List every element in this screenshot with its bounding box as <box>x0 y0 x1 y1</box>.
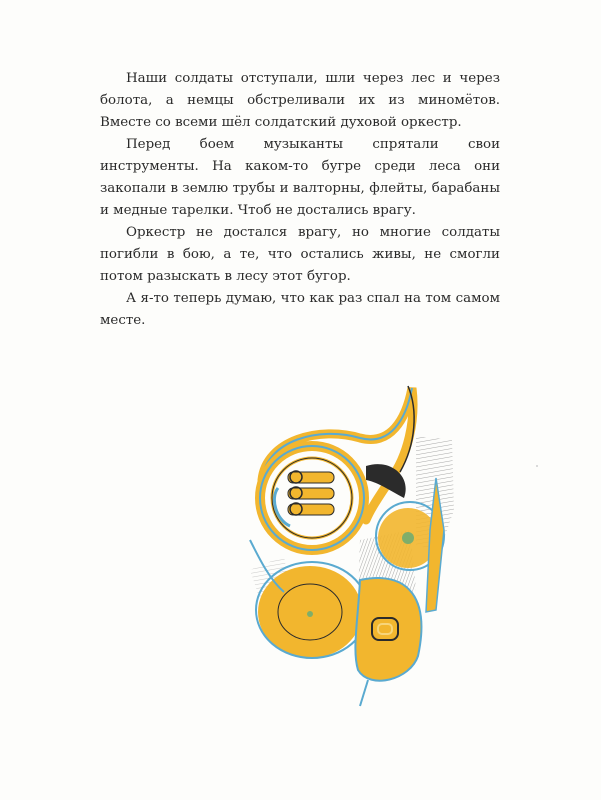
brass-instruments-illustration <box>240 380 480 720</box>
story-text <box>100 68 500 332</box>
tuba <box>355 578 421 706</box>
paragraph-3: Оркестр не достался врагу, но многие солдаты погибли в бою, а те, что остались живы, не смогли потом разыскать в лесу этот бугор. <box>100 225 500 284</box>
drum-disc <box>250 540 368 658</box>
valve-cluster <box>274 471 334 526</box>
paragraph-4: А я-то теперь думаю, что как раз спал на том самом месте. <box>100 291 500 328</box>
paragraph-2: Перед боем музыканты спрятали свои инструменты. На каком-то бугре среди леса они закопали в землю трубы и валторны, флейты, барабаны и медные тарелки. Чтоб не достались врагу. <box>100 137 500 218</box>
page-speck <box>536 465 538 467</box>
paragraph-1: Наши солдаты отступали, шли через лес и через болота, а немцы обстреливали их из миномётов. Вместе со всеми шёл солдатский духовой оркестр. <box>100 71 500 130</box>
